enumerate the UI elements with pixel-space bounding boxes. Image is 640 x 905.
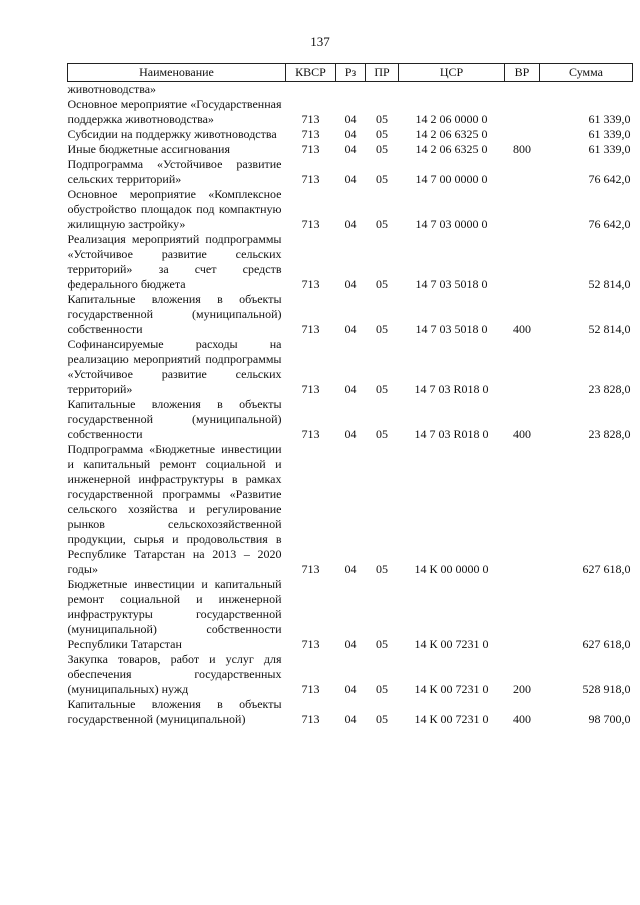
row-pr-cell: 05 xyxy=(376,277,388,291)
table-row xyxy=(68,187,633,232)
row-sum-cell: 23 828,0 xyxy=(588,427,631,441)
row-pr-cell xyxy=(366,82,399,98)
row-kvsr-cell: 713 xyxy=(301,277,320,291)
row-name-cell: животноводства» xyxy=(67,82,157,96)
table-row xyxy=(68,652,633,697)
table-row xyxy=(68,232,633,292)
row-kvsr-cell: 713 xyxy=(301,112,320,126)
row-csr-cell: 14 7 00 0000 0 xyxy=(415,172,488,186)
table-header-row xyxy=(68,64,633,82)
table-row xyxy=(68,142,633,157)
row-sum-cell: 627 618,0 xyxy=(582,562,631,576)
row-name-cell: Бюджетные инвестиции и капитальный ремонт социальной и инженерной инфраструктуры государственной (муниципальной) собственности Республики Татарстан xyxy=(67,577,282,651)
row-name-cell: Иные бюджетные ассигнования xyxy=(67,142,230,156)
row-name-cell: Реализация мероприятий подпрограммы «Устойчивое развитие сельских территорий» за счет средств федерального бюджета xyxy=(67,232,282,291)
row-csr-cell: 14 К 00 7231 0 xyxy=(414,682,489,696)
column-header-vr: ВР xyxy=(505,64,540,82)
row-sum-cell: 76 642,0 xyxy=(588,172,631,186)
row-vr-cell: 200 xyxy=(513,682,531,696)
row-rz-cell: 04 xyxy=(344,562,357,576)
row-kvsr-cell: 713 xyxy=(301,682,320,696)
row-kvsr-cell: 713 xyxy=(301,172,320,186)
row-pr-cell: 05 xyxy=(376,637,388,651)
row-name-cell: Субсидии на поддержку животноводства xyxy=(67,127,277,141)
table-row xyxy=(68,97,633,127)
row-csr-cell: 14 К 00 7231 0 xyxy=(414,637,489,651)
row-vr-cell: 400 xyxy=(513,712,531,726)
row-name-cell: Капитальные вложения в объекты государственной (муниципальной) собственности xyxy=(67,397,282,441)
table-row xyxy=(68,397,633,442)
row-pr-cell: 05 xyxy=(376,427,388,441)
row-rz-cell: 04 xyxy=(344,142,357,156)
row-name-cell: Закупка товаров, работ и услуг для обеспечения государственных (муниципальных) нужд xyxy=(67,652,282,696)
row-sum-cell: 61 339,0 xyxy=(588,112,631,126)
row-sum-cell: 52 814,0 xyxy=(588,322,631,336)
row-rz-cell: 04 xyxy=(344,172,357,186)
row-pr-cell: 05 xyxy=(376,322,388,336)
row-csr-cell: 14 7 03 5018 0 xyxy=(415,277,488,291)
row-vr-cell xyxy=(505,97,540,127)
row-rz-cell: 04 xyxy=(344,427,357,441)
table-row xyxy=(68,697,633,727)
row-kvsr-cell: 713 xyxy=(301,562,320,576)
row-name-cell: Основное мероприятие «Государственная поддержка животноводства» xyxy=(67,97,282,126)
row-csr-cell: 14 К 00 7231 0 xyxy=(414,712,489,726)
table-row xyxy=(68,577,633,652)
row-rz-cell: 04 xyxy=(344,127,357,141)
row-rz-cell: 04 xyxy=(344,277,357,291)
row-sum-cell: 23 828,0 xyxy=(588,382,631,396)
row-pr-cell: 05 xyxy=(376,127,388,141)
row-vr-cell xyxy=(505,157,540,187)
row-name-cell: Подпрограмма «Бюджетные инвестиции и капитальный ремонт социальной и инженерной инфраструктуры в рамках государственной программы «Развитие сельского хозяйства и регулирование рынков сельскохозяйственной продукции, сырья и продовольствия в Республике Татарстан на 2013 – 2020 годы» xyxy=(67,442,282,576)
row-rz-cell: 04 xyxy=(344,382,357,396)
row-vr-cell xyxy=(505,337,540,397)
row-kvsr-cell xyxy=(286,82,336,98)
row-pr-cell: 05 xyxy=(376,217,388,231)
row-kvsr-cell: 713 xyxy=(301,382,320,396)
row-kvsr-cell: 713 xyxy=(301,637,320,651)
row-vr-cell xyxy=(505,442,540,577)
row-vr-cell xyxy=(505,187,540,232)
row-rz-cell: 04 xyxy=(344,217,357,231)
row-vr-cell xyxy=(505,577,540,652)
row-kvsr-cell: 713 xyxy=(301,142,320,156)
row-rz-cell: 04 xyxy=(344,682,357,696)
row-vr-cell: 800 xyxy=(513,142,531,156)
row-name-cell: Капитальные вложения в объекты государственной (муниципальной) xyxy=(67,697,282,726)
table-row xyxy=(68,82,633,98)
row-sum-cell: 52 814,0 xyxy=(588,277,631,291)
row-name-cell: Основное мероприятие «Комплексное обустройство площадок под компактную жилищную застройку» xyxy=(67,187,282,231)
column-header-name: Наименование xyxy=(68,64,286,82)
row-rz-cell xyxy=(336,82,366,98)
row-csr-cell: 14 2 06 0000 0 xyxy=(415,112,488,126)
row-vr-cell xyxy=(505,232,540,292)
row-csr-cell: 14 К 00 0000 0 xyxy=(414,562,489,576)
table-row xyxy=(68,127,633,142)
row-vr-cell: 400 xyxy=(513,322,531,336)
column-header-pr: ПР xyxy=(366,64,399,82)
column-header-csr: ЦСР xyxy=(399,64,505,82)
row-csr-cell: 14 7 03 R018 0 xyxy=(414,382,489,396)
column-header-kvsr: КВСР xyxy=(286,64,336,82)
row-vr-cell: 400 xyxy=(513,427,531,441)
row-rz-cell: 04 xyxy=(344,322,357,336)
table-body xyxy=(68,82,633,728)
row-pr-cell: 05 xyxy=(376,562,388,576)
budget-table-container xyxy=(67,63,632,727)
row-name-cell: Софинансируемые расходы на реализацию мероприятий подпрограммы «Устойчивое развитие сельских территорий» xyxy=(67,337,282,396)
row-vr-cell xyxy=(505,127,540,142)
row-pr-cell: 05 xyxy=(376,382,388,396)
row-csr-cell: 14 2 06 6325 0 xyxy=(415,127,488,141)
row-sum-cell: 61 339,0 xyxy=(588,127,631,141)
row-sum-cell xyxy=(540,82,633,98)
row-rz-cell: 04 xyxy=(344,112,357,126)
row-sum-cell: 61 339,0 xyxy=(588,142,631,156)
row-pr-cell: 05 xyxy=(376,682,388,696)
table-row xyxy=(68,292,633,337)
row-sum-cell: 528 918,0 xyxy=(582,682,631,696)
row-rz-cell: 04 xyxy=(344,712,357,726)
column-header-sum: Сумма xyxy=(540,64,633,82)
row-pr-cell: 05 xyxy=(376,172,388,186)
row-kvsr-cell: 713 xyxy=(301,427,320,441)
row-pr-cell: 05 xyxy=(376,712,388,726)
table-row xyxy=(68,337,633,397)
row-csr-cell: 14 7 03 5018 0 xyxy=(415,322,488,336)
row-vr-cell xyxy=(505,82,540,98)
row-kvsr-cell: 713 xyxy=(301,712,320,726)
row-csr-cell: 14 7 03 R018 0 xyxy=(414,427,489,441)
table-row xyxy=(68,157,633,187)
budget-table xyxy=(67,63,633,727)
row-sum-cell: 627 618,0 xyxy=(582,637,631,651)
row-pr-cell: 05 xyxy=(376,112,388,126)
row-name-cell: Капитальные вложения в объекты государственной (муниципальной) собственности xyxy=(67,292,282,336)
row-sum-cell: 98 700,0 xyxy=(588,712,631,726)
row-pr-cell: 05 xyxy=(376,142,388,156)
row-kvsr-cell: 713 xyxy=(301,217,320,231)
table-row xyxy=(68,442,633,577)
row-sum-cell: 76 642,0 xyxy=(588,217,631,231)
row-csr-cell: 14 7 03 0000 0 xyxy=(415,217,488,231)
column-header-rz: Рз xyxy=(336,64,366,82)
row-rz-cell: 04 xyxy=(344,637,357,651)
row-csr-cell xyxy=(399,82,505,98)
page-number: 137 xyxy=(310,34,330,49)
row-csr-cell: 14 2 06 6325 0 xyxy=(415,142,488,156)
row-kvsr-cell: 713 xyxy=(301,127,320,141)
row-name-cell: Подпрограмма «Устойчивое развитие сельских территорий» xyxy=(67,157,282,186)
row-kvsr-cell: 713 xyxy=(301,322,320,336)
